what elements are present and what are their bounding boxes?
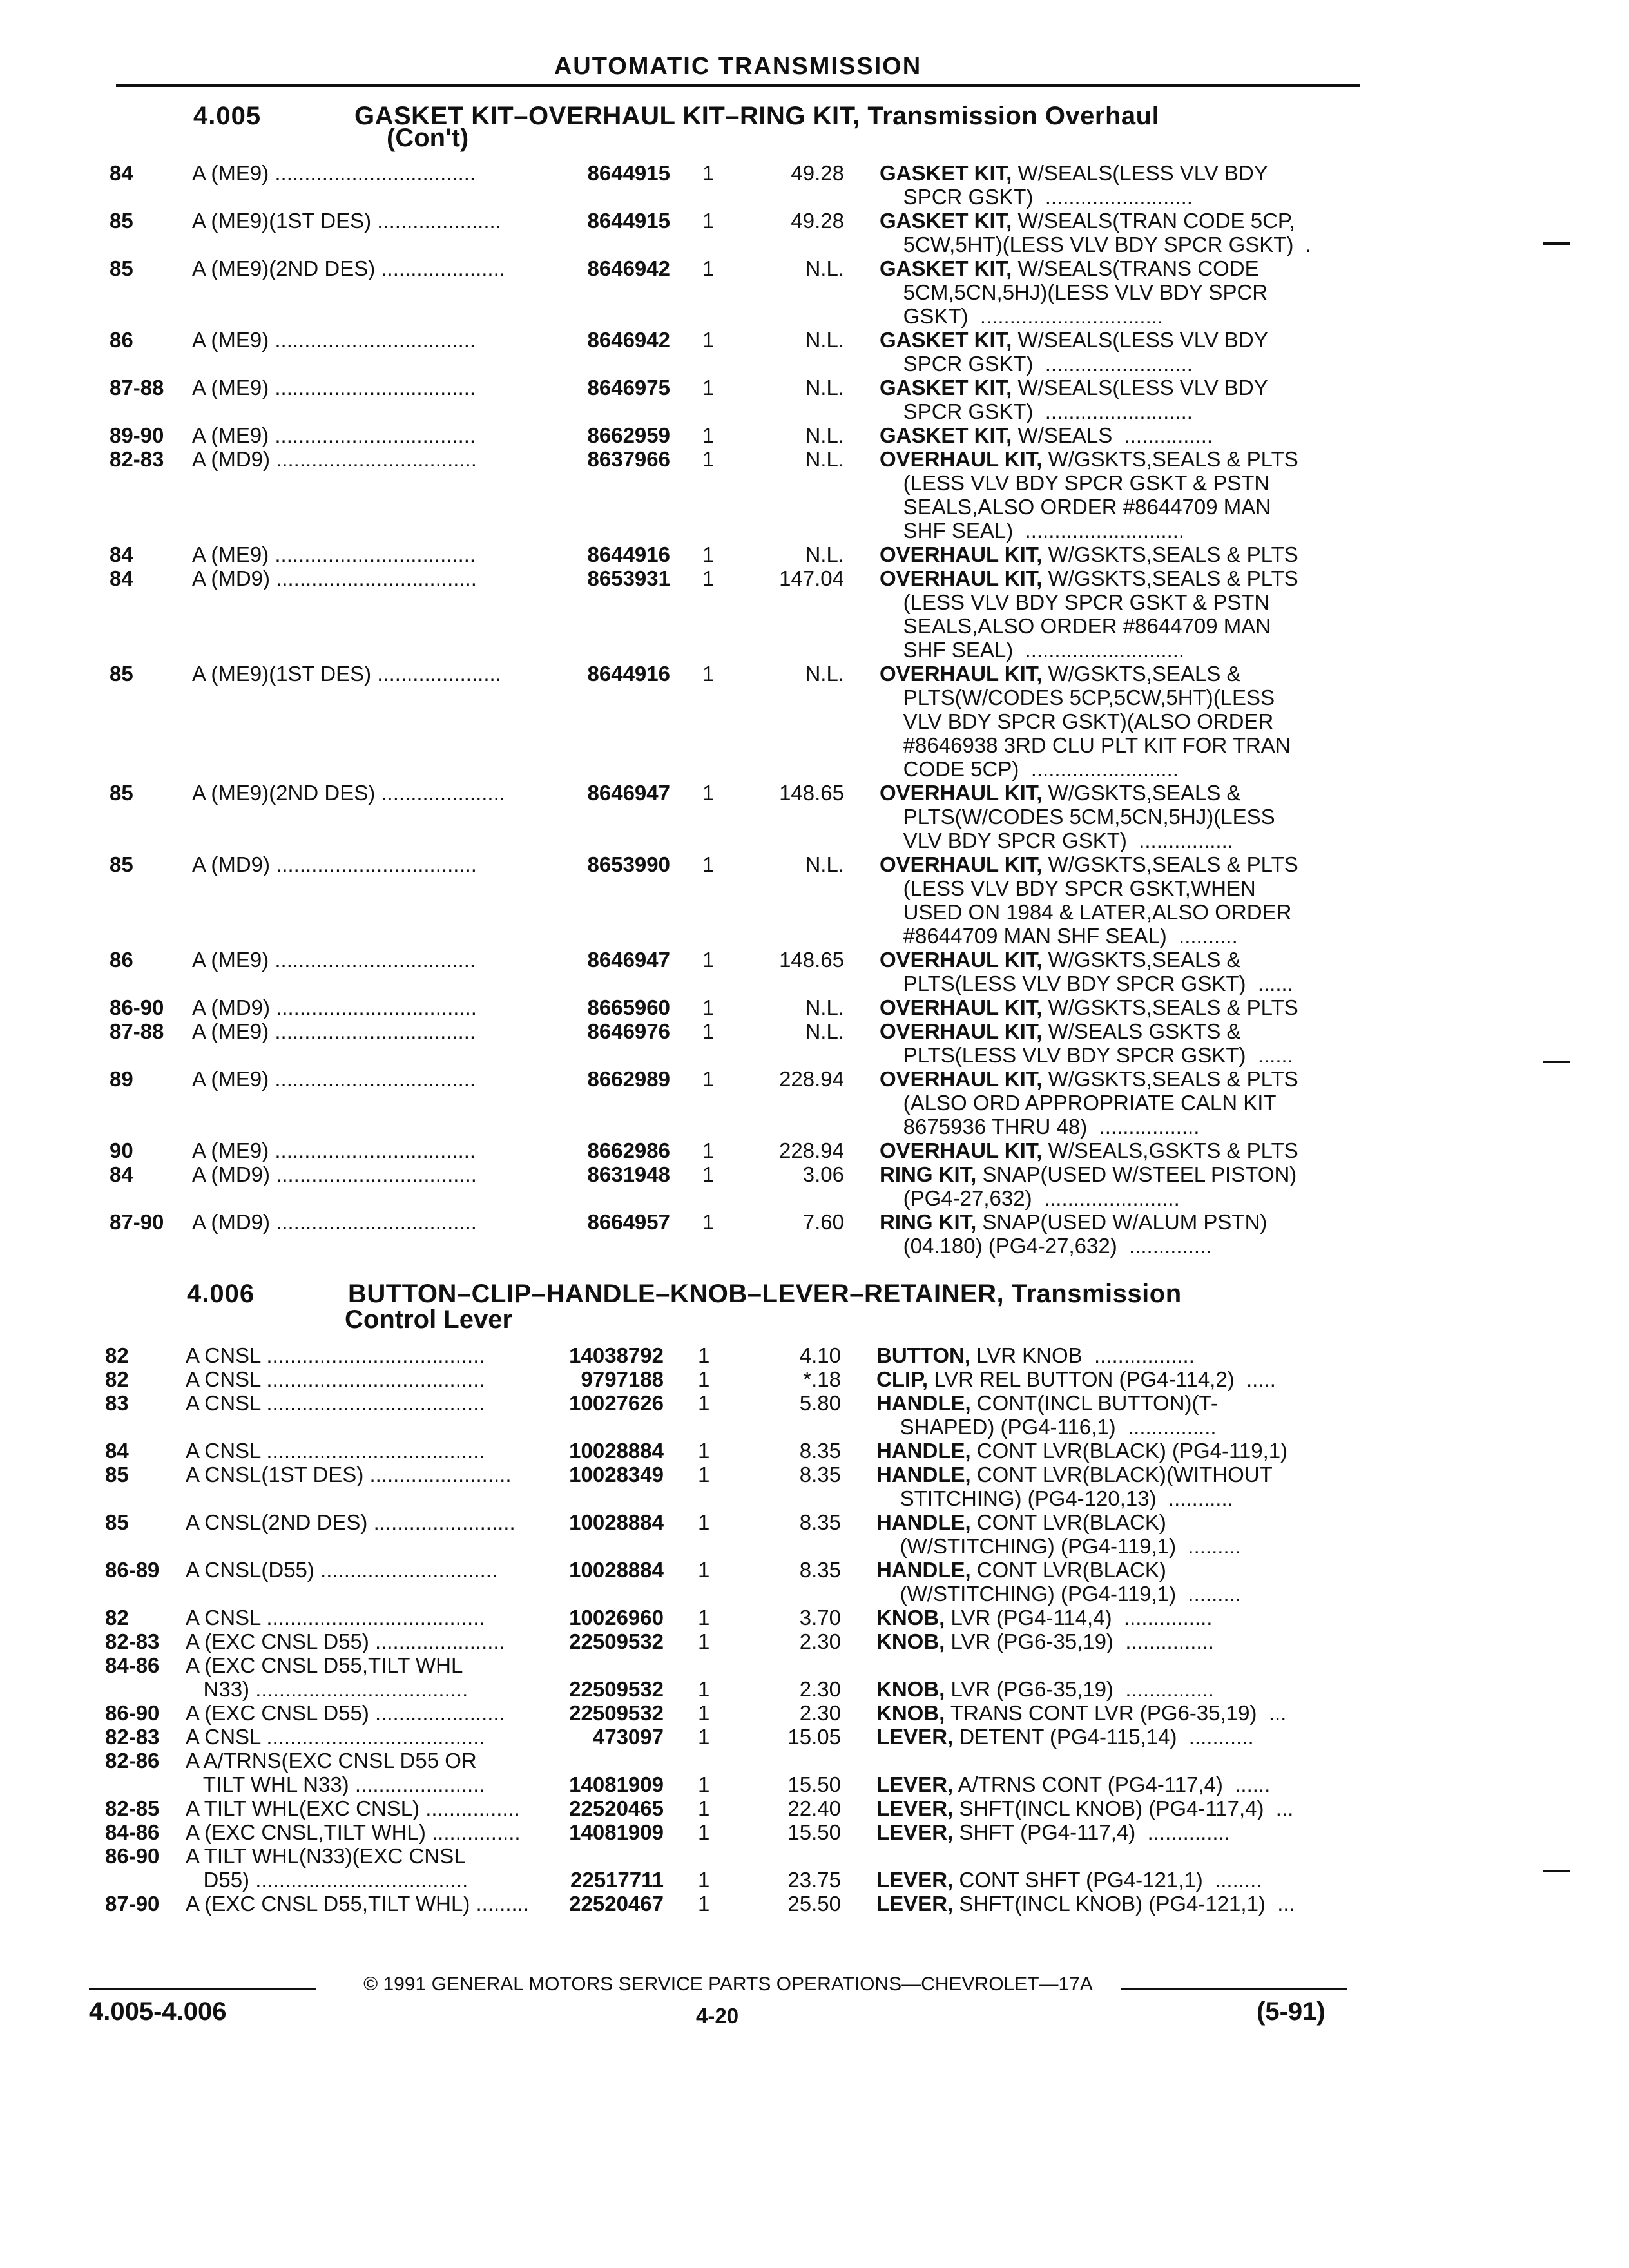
quantity: 1 (702, 447, 715, 471)
part-description: HANDLE, CONT LVR(BLACK) (876, 1558, 1166, 1582)
price: 7.60 (802, 1210, 844, 1234)
part-description: 5CW,5HT)(LESS VLV BDY SPCR GSKT) . (880, 233, 1311, 256)
usage-code: A CNSL ..................................... (186, 1343, 485, 1367)
quantity: 1 (702, 209, 715, 233)
part-number: 22520467 (569, 1892, 664, 1916)
price: N.L. (805, 1019, 844, 1043)
part-description: HANDLE, CONT LVR(BLACK) (876, 1510, 1166, 1534)
section-subtitle: Control Lever (345, 1305, 513, 1334)
usage-code: A (MD9) .................................. (192, 566, 477, 590)
model-year: 85 (110, 852, 133, 876)
part-number: 22509532 (569, 1629, 664, 1653)
model-year: 89 (110, 1067, 133, 1091)
price: N.L. (805, 328, 844, 352)
usage-code: A (MD9) .................................. (192, 852, 477, 876)
part-number: 8665960 (587, 995, 670, 1019)
part-number: 8664957 (587, 1210, 670, 1234)
quantity: 1 (698, 1868, 710, 1892)
quantity: 1 (698, 1701, 710, 1725)
price: 15.50 (787, 1820, 841, 1844)
part-number: 473097 (592, 1725, 664, 1749)
price: 25.50 (787, 1892, 841, 1916)
model-year: 82 (105, 1343, 129, 1367)
quantity: 1 (702, 256, 715, 280)
usage-code: A CNSL(1ST DES) ........................ (186, 1463, 512, 1486)
model-year: 90 (110, 1139, 133, 1162)
part-description: SPCR GSKT) ......................... (880, 185, 1193, 209)
part-number: 9797188 (581, 1367, 664, 1391)
quantity: 1 (698, 1510, 710, 1534)
model-year: 85 (110, 209, 133, 233)
part-number: 8646947 (587, 948, 670, 972)
part-description: GASKET KIT, W/SEALS(LESS VLV BDY (880, 376, 1268, 399)
part-number: 8631948 (587, 1162, 670, 1186)
quantity: 1 (698, 1463, 710, 1486)
quantity: 1 (698, 1558, 710, 1582)
price: N.L. (805, 376, 844, 399)
part-description: SPCR GSKT) ......................... (880, 399, 1193, 423)
quantity: 1 (702, 1019, 715, 1043)
part-description: OVERHAUL KIT, W/GSKTS,SEALS & PLTS (880, 995, 1298, 1019)
part-description: (W/STITCHING) (PG4-119,1) ......... (876, 1534, 1241, 1558)
part-description: PLTS(W/CODES 5CP,5CW,5HT)(LESS (880, 686, 1275, 709)
quantity: 1 (698, 1343, 710, 1367)
quantity: 1 (698, 1439, 710, 1463)
part-number: 10028884 (569, 1510, 664, 1534)
part-description: GASKET KIT, W/SEALS ............... (880, 423, 1213, 447)
part-description: LEVER, SHFT(INCL KNOB) (PG4-121,1) ... (876, 1892, 1295, 1916)
part-description: OVERHAUL KIT, W/SEALS GSKTS & (880, 1019, 1241, 1043)
part-description: RING KIT, SNAP(USED W/STEEL PISTON) (880, 1162, 1297, 1186)
model-year: 82-83 (105, 1725, 160, 1749)
price: 15.50 (787, 1773, 841, 1796)
usage-code: A (ME9) .................................. (192, 543, 476, 566)
usage-code: A (EXC CNSL D55) ...................... (186, 1629, 505, 1653)
usage-code: A CNSL ..................................... (186, 1367, 485, 1391)
part-description: 5CM,5CN,5HJ)(LESS VLV BDY SPCR (880, 280, 1268, 304)
model-year: 87-88 (110, 1019, 164, 1043)
part-number: 22520465 (569, 1796, 664, 1820)
quantity: 1 (702, 328, 715, 352)
footer-page-number: 4-20 (696, 2004, 739, 2028)
part-description: GASKET KIT, W/SEALS(TRANS CODE (880, 256, 1259, 280)
part-description: GASKET KIT, W/SEALS(LESS VLV BDY (880, 161, 1268, 185)
part-description: LEVER, SHFT(INCL KNOB) (PG4-117,4) ... (876, 1796, 1294, 1820)
price: N.L. (805, 447, 844, 471)
price: N.L. (805, 662, 844, 686)
usage-code: A (MD9) .................................. (192, 1162, 477, 1186)
quantity: 1 (702, 948, 715, 972)
part-description: STITCHING) (PG4-120,13) ........... (876, 1486, 1233, 1510)
quantity: 1 (698, 1725, 710, 1749)
part-number: 8646976 (587, 1019, 670, 1043)
price: 49.28 (791, 209, 844, 233)
quantity: 1 (698, 1796, 710, 1820)
part-description: OVERHAUL KIT, W/GSKTS,SEALS & (880, 781, 1241, 805)
part-number: 10027626 (569, 1391, 664, 1415)
usage-code: A CNSL ..................................... (186, 1725, 485, 1749)
model-year: 84 (105, 1439, 129, 1463)
part-description: 8675936 THRU 48) ................. (880, 1115, 1200, 1139)
part-number: 8644916 (587, 662, 670, 686)
price: 49.28 (791, 161, 844, 185)
margin-tick (1543, 1061, 1570, 1063)
page-title: AUTOMATIC TRANSMISSION (554, 53, 922, 80)
usage-code: N33) .................................... (186, 1677, 468, 1701)
part-description: OVERHAUL KIT, W/SEALS,GSKTS & PLTS (880, 1139, 1298, 1162)
part-description: USED ON 1984 & LATER,ALSO ORDER (880, 900, 1292, 924)
usage-code: A CNSL ..................................... (186, 1391, 485, 1415)
part-description: RING KIT, SNAP(USED W/ALUM PSTN) (880, 1210, 1268, 1234)
part-description: HANDLE, CONT LVR(BLACK)(WITHOUT (876, 1463, 1273, 1486)
price: 147.04 (779, 566, 844, 590)
model-year: 86 (110, 328, 133, 352)
section-title: BUTTON–CLIP–HANDLE–KNOB–LEVER–RETAINER, Transmission (348, 1280, 1182, 1308)
price: 8.35 (799, 1510, 841, 1534)
part-number: 8662986 (587, 1139, 670, 1162)
usage-code: A (EXC CNSL D55,TILT WHL) ......... (186, 1892, 530, 1916)
price: 4.10 (799, 1343, 841, 1367)
section-number: 4.006 (187, 1280, 255, 1308)
model-year: 85 (110, 662, 133, 686)
part-description: KNOB, TRANS CONT LVR (PG6-35,19) ... (876, 1701, 1287, 1725)
quantity: 1 (698, 1606, 710, 1629)
usage-code: A CNSL ..................................... (186, 1439, 485, 1463)
model-year: 86-90 (110, 995, 164, 1019)
quantity: 1 (702, 1210, 715, 1234)
footer-section-range: 4.005-4.006 (89, 1997, 227, 2026)
part-number: 10028884 (569, 1558, 664, 1582)
usage-code: A (ME9) .................................. (192, 948, 476, 972)
usage-code: A (EXC CNSL D55,TILT WHL (186, 1653, 463, 1677)
quantity: 1 (702, 662, 715, 686)
part-description: PLTS(LESS VLV BDY SPCR GSKT) ...... (880, 1043, 1293, 1067)
part-number: 10028884 (569, 1439, 664, 1463)
model-year: 84 (110, 161, 133, 185)
part-description: KNOB, LVR (PG4-114,4) ............... (876, 1606, 1213, 1629)
model-year: 82-86 (105, 1749, 160, 1773)
part-description: BUTTON, LVR KNOB ................. (876, 1343, 1195, 1367)
usage-code: D55) .................................... (186, 1868, 468, 1892)
part-description: VLV BDY SPCR GSKT) ................ (880, 829, 1233, 852)
part-description: (W/STITCHING) (PG4-119,1) ......... (876, 1582, 1241, 1606)
part-number: 10026960 (569, 1606, 664, 1629)
part-description: CODE 5CP) ......................... (880, 757, 1179, 781)
model-year: 87-90 (105, 1892, 160, 1916)
usage-code: A (ME9)(1ST DES) ..................... (192, 662, 501, 686)
part-description: OVERHAUL KIT, W/GSKTS,SEALS & PLTS (880, 543, 1298, 566)
part-description: (LESS VLV BDY SPCR GSKT,WHEN (880, 876, 1256, 900)
usage-code: A (ME9) .................................. (192, 1067, 476, 1091)
part-number: 8644915 (587, 161, 670, 185)
model-year: 86-90 (105, 1701, 160, 1725)
part-description: GASKET KIT, W/SEALS(LESS VLV BDY (880, 328, 1268, 352)
part-number: 8653990 (587, 852, 670, 876)
price: 148.65 (779, 781, 844, 805)
part-description: SEALS,ALSO ORDER #8644709 MAN (880, 614, 1271, 638)
price: N.L. (805, 852, 844, 876)
quantity: 1 (702, 781, 715, 805)
model-year: 85 (105, 1463, 129, 1486)
model-year: 82-83 (105, 1629, 160, 1653)
margin-tick (1543, 1870, 1570, 1872)
quantity: 1 (702, 852, 715, 876)
footer-rule-left (89, 1988, 316, 1990)
part-number: 14081909 (569, 1773, 664, 1796)
footer-date-code: (5-91) (1257, 1997, 1325, 2026)
part-description: (04.180) (PG4-27,632) .............. (880, 1234, 1212, 1258)
usage-code: A CNSL(D55) .............................. (186, 1558, 498, 1582)
quantity: 1 (702, 1139, 715, 1162)
part-number: 8662959 (587, 423, 670, 447)
usage-code: A (MD9) .................................. (192, 447, 477, 471)
price: N.L. (805, 423, 844, 447)
quantity: 1 (698, 1391, 710, 1415)
quantity: 1 (702, 161, 715, 185)
quantity: 1 (698, 1773, 710, 1796)
part-description: GASKET KIT, W/SEALS(TRAN CODE 5CP, (880, 209, 1295, 233)
usage-code: A TILT WHL(EXC CNSL) ................ (186, 1796, 520, 1820)
part-description: HANDLE, CONT(INCL BUTTON)(T- (876, 1391, 1218, 1415)
price: 228.94 (779, 1067, 844, 1091)
part-number: 22517711 (570, 1868, 664, 1892)
model-year: 84-86 (105, 1820, 160, 1844)
usage-code: A CNSL ..................................... (186, 1606, 485, 1629)
price: 23.75 (787, 1868, 841, 1892)
part-description: PLTS(LESS VLV BDY SPCR GSKT) ...... (880, 972, 1293, 995)
price: 3.70 (799, 1606, 841, 1629)
quantity: 1 (702, 423, 715, 447)
usage-code: A (MD9) .................................. (192, 995, 477, 1019)
part-description: SPCR GSKT) ......................... (880, 352, 1193, 376)
price: 3.06 (802, 1162, 844, 1186)
part-description: LEVER, CONT SHFT (PG4-121,1) ........ (876, 1868, 1262, 1892)
part-description: (PG4-27,632) ....................... (880, 1186, 1180, 1210)
usage-code: A (ME9) .................................. (192, 328, 476, 352)
section-subtitle: (Con't) (387, 124, 469, 152)
usage-code: A (ME9) .................................. (192, 1139, 476, 1162)
part-number: 14038792 (569, 1343, 664, 1367)
usage-code: A (EXC CNSL,TILT WHL) ............... (186, 1820, 521, 1844)
part-description: OVERHAUL KIT, W/GSKTS,SEALS & (880, 948, 1241, 972)
usage-code: A (EXC CNSL D55) ...................... (186, 1701, 505, 1725)
footer-rule-right (1121, 1988, 1347, 1990)
usage-code: A (ME9)(2ND DES) ..................... (192, 781, 505, 805)
part-description: SHF SEAL) ........................... (880, 638, 1185, 662)
part-number: 8646975 (587, 376, 670, 399)
price: 148.65 (779, 948, 844, 972)
copyright-line: © 1991 GENERAL MOTORS SERVICE PARTS OPERATIONS—CHEVROLET—17A (363, 1974, 1093, 1995)
quantity: 1 (698, 1367, 710, 1391)
model-year: 86-90 (105, 1844, 160, 1868)
price: N.L. (805, 543, 844, 566)
quantity: 1 (702, 376, 715, 399)
usage-code: A (ME9)(1ST DES) ..................... (192, 209, 501, 233)
part-number: 8662989 (587, 1067, 670, 1091)
model-year: 86 (110, 948, 133, 972)
part-number: 8653931 (587, 566, 670, 590)
quantity: 1 (702, 995, 715, 1019)
part-number: 8646942 (587, 256, 670, 280)
usage-code: A (ME9) .................................. (192, 1019, 476, 1043)
part-description: LEVER, A/TRNS CONT (PG4-117,4) ...... (876, 1773, 1271, 1796)
price: N.L. (805, 256, 844, 280)
quantity: 1 (698, 1677, 710, 1701)
usage-code: A TILT WHL(N33)(EXC CNSL (186, 1844, 466, 1868)
part-description: OVERHAUL KIT, W/GSKTS,SEALS & PLTS (880, 566, 1298, 590)
part-description: SHF SEAL) ........................... (880, 519, 1185, 543)
model-year: 89-90 (110, 423, 164, 447)
model-year: 84 (110, 566, 133, 590)
model-year: 82 (105, 1606, 129, 1629)
part-description: VLV BDY SPCR GSKT)(ALSO ORDER (880, 709, 1274, 733)
price: *.18 (803, 1367, 841, 1391)
part-description: OVERHAUL KIT, W/GSKTS,SEALS & PLTS (880, 852, 1298, 876)
section-title: GASKET KIT–OVERHAUL KIT–RING KIT, Transmission Overhaul (354, 102, 1160, 130)
part-description: KNOB, LVR (PG6-35,19) ............... (876, 1677, 1214, 1701)
price: 5.80 (799, 1391, 841, 1415)
usage-code: TILT WHL N33) ...................... (186, 1773, 485, 1796)
model-year: 85 (110, 781, 133, 805)
part-description: OVERHAUL KIT, W/GSKTS,SEALS & PLTS (880, 1067, 1298, 1091)
model-year: 85 (110, 256, 133, 280)
usage-code: A A/TRNS(EXC CNSL D55 OR (186, 1749, 477, 1773)
part-number: 8646942 (587, 328, 670, 352)
quantity: 1 (702, 566, 715, 590)
part-description: LEVER, DETENT (PG4-115,14) ........... (876, 1725, 1254, 1749)
model-year: 83 (105, 1391, 129, 1415)
quantity: 1 (702, 1162, 715, 1186)
part-description: PLTS(W/CODES 5CM,5CN,5HJ)(LESS (880, 805, 1275, 829)
price: 2.30 (799, 1701, 841, 1725)
price: N.L. (805, 995, 844, 1019)
price: 22.40 (787, 1796, 841, 1820)
quantity: 1 (702, 543, 715, 566)
model-year: 82 (105, 1367, 129, 1391)
usage-code: A (MD9) .................................. (192, 1210, 477, 1234)
section-number: 4.005 (193, 102, 262, 130)
part-number: 8644916 (587, 543, 670, 566)
model-year: 87-90 (110, 1210, 164, 1234)
model-year: 87-88 (110, 376, 164, 399)
usage-code: A (ME9)(2ND DES) ..................... (192, 256, 505, 280)
price: 8.35 (799, 1463, 841, 1486)
part-description: SEALS,ALSO ORDER #8644709 MAN (880, 495, 1271, 519)
model-year: 84 (110, 543, 133, 566)
price: 2.30 (799, 1629, 841, 1653)
header-rule (116, 84, 1360, 87)
model-year: 85 (105, 1510, 129, 1534)
part-number: 8637966 (587, 447, 670, 471)
part-number: 14081909 (569, 1820, 664, 1844)
quantity: 1 (698, 1892, 710, 1916)
model-year: 82-85 (105, 1796, 160, 1820)
price: 8.35 (799, 1558, 841, 1582)
usage-code: A (ME9) .................................. (192, 423, 476, 447)
part-number: 10028349 (569, 1463, 664, 1486)
model-year: 84-86 (105, 1653, 160, 1677)
usage-code: A CNSL(2ND DES) ........................ (186, 1510, 516, 1534)
part-description: SHAPED) (PG4-116,1) ............... (876, 1415, 1217, 1439)
part-description: #8646938 3RD CLU PLT KIT FOR TRAN (880, 733, 1291, 757)
part-description: GSKT) ............................... (880, 304, 1164, 328)
part-description: HANDLE, CONT LVR(BLACK) (PG4-119,1) (876, 1439, 1288, 1463)
part-description: (LESS VLV BDY SPCR GSKT & PSTN (880, 590, 1270, 614)
part-description: LEVER, SHFT (PG4-117,4) .............. (876, 1820, 1230, 1844)
part-description: KNOB, LVR (PG6-35,19) ............... (876, 1629, 1214, 1653)
part-number: 8644915 (587, 209, 670, 233)
price: 2.30 (799, 1677, 841, 1701)
part-number: 8646947 (587, 781, 670, 805)
part-description: OVERHAUL KIT, W/GSKTS,SEALS & (880, 662, 1241, 686)
part-number: 22509532 (569, 1701, 664, 1725)
price: 8.35 (799, 1439, 841, 1463)
part-description: (ALSO ORD APPROPRIATE CALN KIT (880, 1091, 1277, 1115)
quantity: 1 (698, 1629, 710, 1653)
part-description: (LESS VLV BDY SPCR GSKT & PSTN (880, 471, 1270, 495)
quantity: 1 (702, 1067, 715, 1091)
price: 15.05 (787, 1725, 841, 1749)
quantity: 1 (698, 1820, 710, 1844)
model-year: 86-89 (105, 1558, 160, 1582)
part-description: OVERHAUL KIT, W/GSKTS,SEALS & PLTS (880, 447, 1298, 471)
price: 228.94 (779, 1139, 844, 1162)
part-description: #8644709 MAN SHF SEAL) .......... (880, 924, 1238, 948)
model-year: 84 (110, 1162, 133, 1186)
part-number: 22509532 (569, 1677, 664, 1701)
part-description: CLIP, LVR REL BUTTON (PG4-114,2) ..... (876, 1367, 1276, 1391)
usage-code: A (ME9) .................................. (192, 376, 476, 399)
model-year: 82-83 (110, 447, 164, 471)
margin-tick (1543, 242, 1570, 245)
usage-code: A (ME9) .................................. (192, 161, 476, 185)
